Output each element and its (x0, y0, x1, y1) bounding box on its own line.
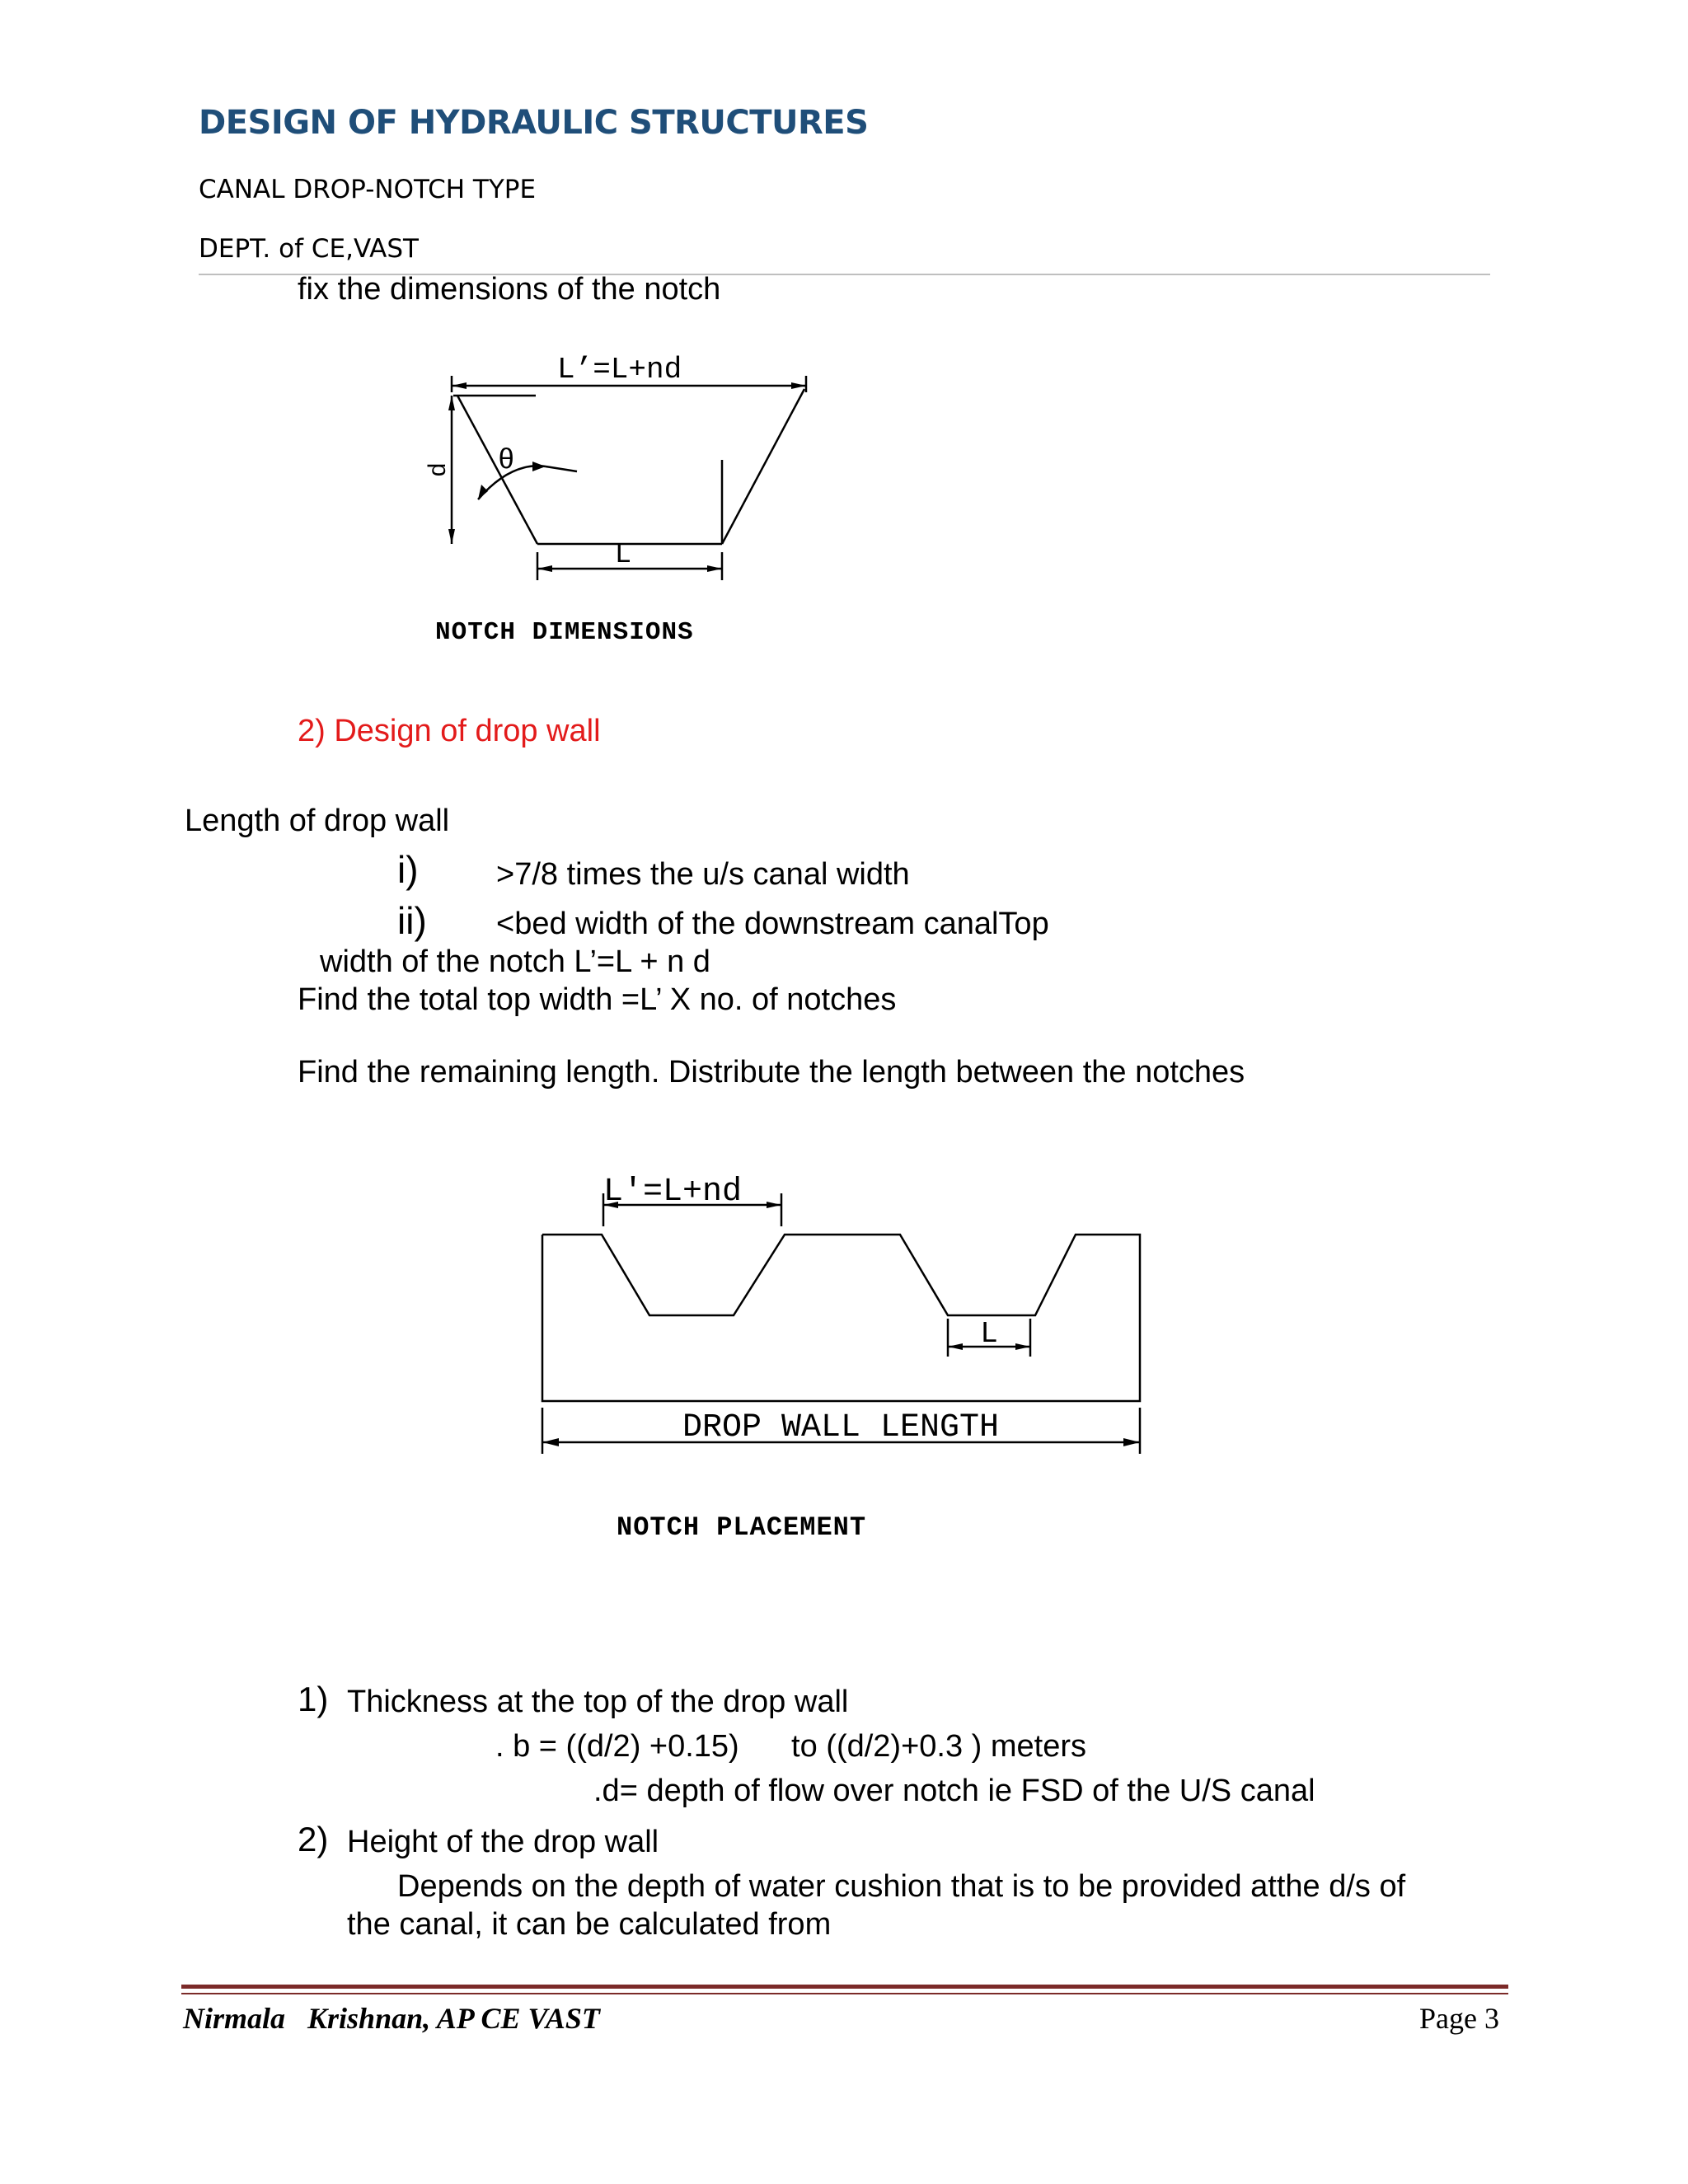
arrowhead (452, 382, 467, 389)
arrowhead (707, 565, 722, 572)
footer-divider-thin (181, 1993, 1508, 1994)
arrowhead (542, 1438, 559, 1446)
angle-leader (546, 466, 577, 471)
list-marker: ii) (397, 899, 427, 942)
thickness-formula: . b = ((d/2) +0.15) to ((d/2)+0.3 ) meters (495, 1729, 1087, 1764)
footer-author: Nirmala Krishnan, AP CE VAST (183, 2002, 600, 2035)
department-label: DEPT. of CE,VAST (199, 234, 419, 264)
item-number: 1) (298, 1680, 329, 1718)
height-heading: Height of the drop wall (347, 1825, 659, 1859)
total-width-line: Find the total top width =L’ X no. of notches (298, 982, 897, 1017)
page-number: Page 3 (1419, 2002, 1499, 2035)
arrowhead (532, 462, 546, 471)
angle-label: θ (498, 446, 515, 477)
depth-label: d (425, 462, 453, 478)
list-marker: i) (397, 848, 419, 891)
thickness-heading: Thickness at the top of the drop wall (347, 1685, 849, 1719)
list-item-text: >7/8 times the u/s canal width (496, 857, 910, 892)
arrowhead (537, 565, 552, 572)
document-subtitle: CANAL DROP-NOTCH TYPE (199, 175, 537, 204)
top-width-label: L’=L+nd (557, 353, 682, 387)
arrowhead (448, 529, 455, 544)
depth-definition: .d= depth of flow over notch ie FSD of the U/S canal (593, 1774, 1315, 1808)
arrowhead (1015, 1343, 1030, 1350)
height-text-line1: Depends on the depth of water cushion that is to be provided atthe d/s of (397, 1869, 1406, 1904)
notch-placement-caption: NOTCH PLACEMENT (617, 1512, 867, 1543)
intro-text: fix the dimensions of the notch (298, 272, 721, 307)
drop-wall-length-label: DROP WALL LENGTH (682, 1409, 1000, 1446)
height-text-line2: the canal, it can be calculated from (347, 1907, 832, 1942)
arrowhead (948, 1343, 963, 1350)
section-heading-drop-wall: 2) Design of drop wall (298, 714, 601, 748)
remaining-length-line: Find the remaining length. Distribute the length between the notches (298, 1055, 1245, 1090)
arrowhead (478, 485, 488, 499)
footer-divider (181, 1985, 1508, 1989)
document-title: DESIGN OF HYDRAULIC STRUCTURES (199, 104, 869, 142)
notch-placement-figure (528, 1154, 1170, 1549)
notch-width-line: width of the notch L’=L + n d (320, 944, 710, 979)
bottom-width-label: L (980, 1317, 998, 1351)
notch-right-side (722, 389, 804, 544)
top-width-label: L'=L+nd (603, 1174, 743, 1211)
bottom-width-label: L (614, 540, 632, 571)
item-number: 2) (298, 1820, 329, 1858)
arrowhead (1123, 1438, 1140, 1446)
drop-wall-outline (542, 1235, 1140, 1401)
arrowhead (448, 396, 455, 410)
notch-dimensions-caption: NOTCH DIMENSIONS (435, 618, 694, 647)
notch-dimensions-figure (412, 346, 841, 659)
arrowhead (791, 382, 806, 389)
list-item-text: <bed width of the downstream canalTop (496, 907, 1049, 941)
length-heading: Length of drop wall (185, 804, 450, 838)
arrowhead (767, 1202, 781, 1208)
